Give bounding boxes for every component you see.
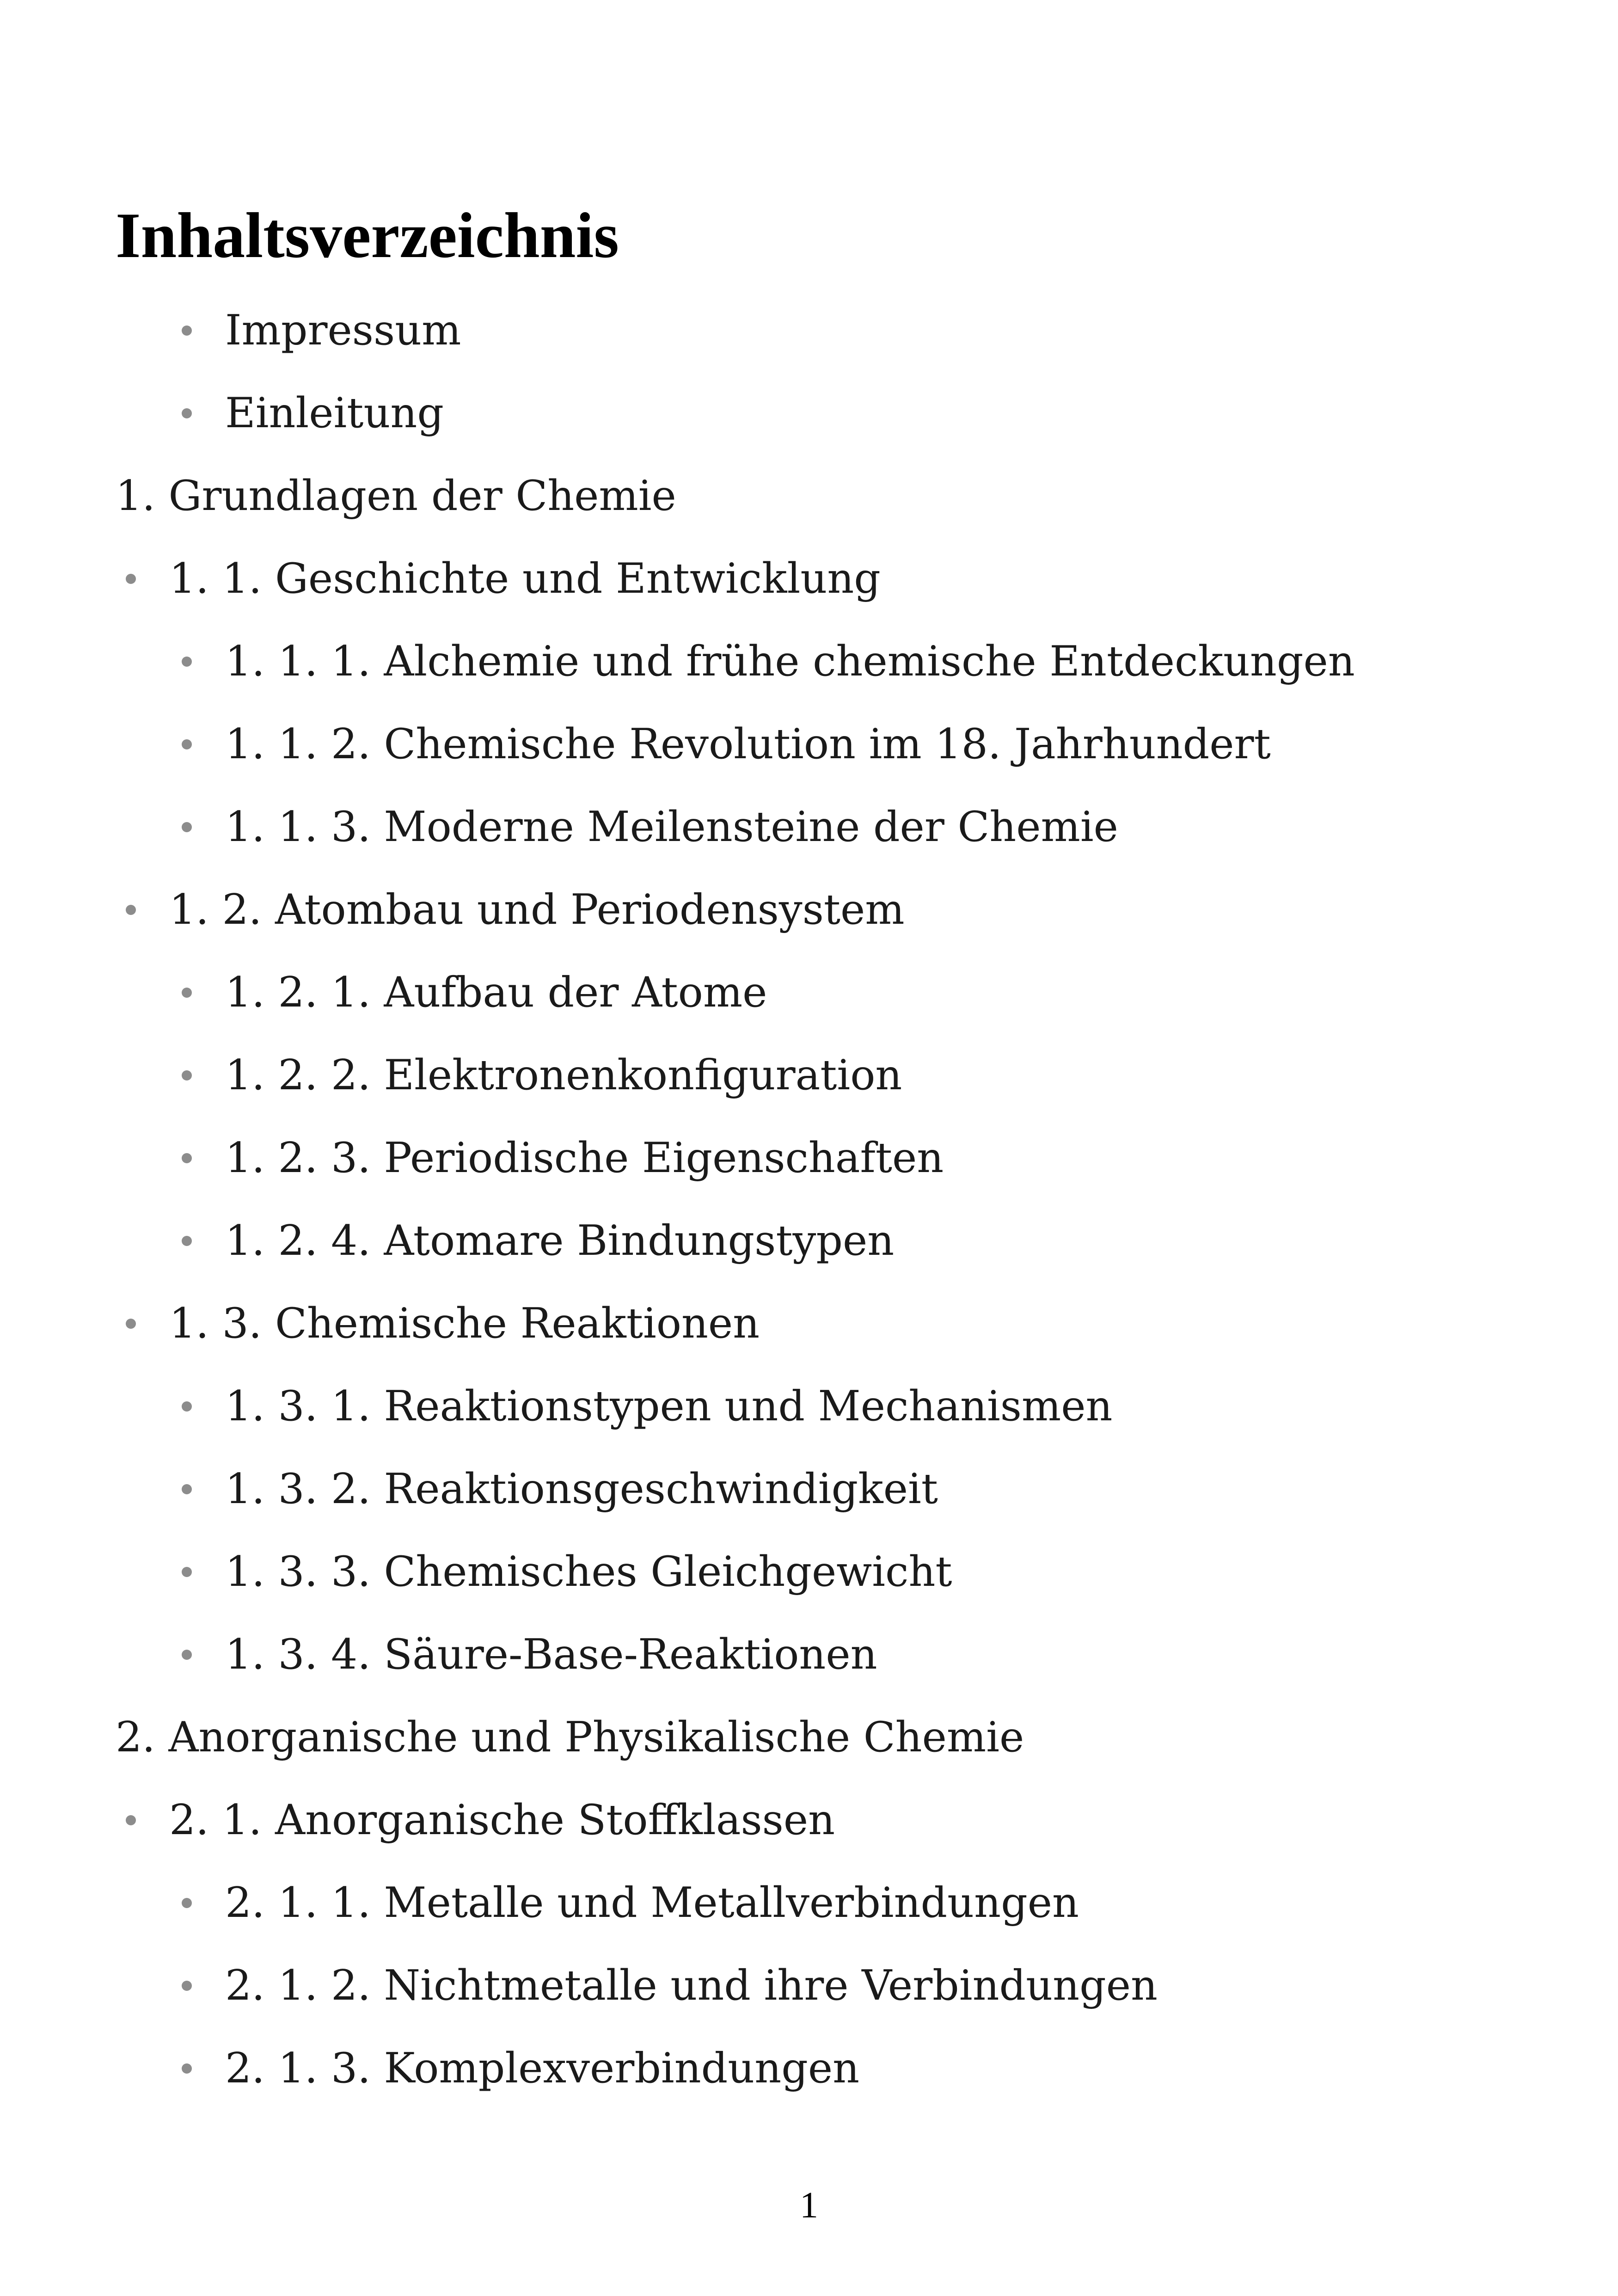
toc-item-label: 1. 2. 3. Periodische Eigenschaften <box>225 1134 944 1182</box>
toc-item-label: Einleitung <box>225 389 444 437</box>
toc-item[interactable] <box>182 965 767 1020</box>
toc-item[interactable] <box>182 634 1355 689</box>
toc-item-label: 1. 3. 4. Säure-Base-Reaktionen <box>225 1630 877 1679</box>
toc-item[interactable] <box>182 303 461 358</box>
bullet-icon <box>182 408 192 418</box>
bullet-icon <box>126 905 136 915</box>
toc-item-label: 2. 1. 3. Komplexverbindungen <box>225 2044 860 2093</box>
toc-item[interactable] <box>182 799 1118 855</box>
toc-item-label: 1. 1. 3. Moderne Meilensteine der Chemie <box>225 803 1118 851</box>
bullet-icon <box>182 1401 192 1412</box>
toc-item[interactable] <box>182 1627 877 1682</box>
toc-item-label: 1. 1. 1. Alchemie und frühe chemische Entdeckungen <box>225 637 1355 686</box>
page-number: 1 <box>800 2185 818 2226</box>
bullet-icon <box>182 657 192 667</box>
toc-item-label: 2. Anorganische und Physikalische Chemie <box>116 1713 1024 1762</box>
bullet-icon <box>182 822 192 832</box>
bullet-icon <box>182 325 192 336</box>
toc-item-label: 1. 3. 1. Reaktionstypen und Mechanismen <box>225 1382 1113 1430</box>
toc-item-label: 1. 2. Atombau und Periodensystem <box>169 885 905 934</box>
toc-item-label: 1. Grundlagen der Chemie <box>116 472 676 520</box>
toc-item[interactable] <box>126 1793 835 1848</box>
bullet-icon <box>126 574 136 584</box>
bullet-icon <box>182 1153 192 1163</box>
bullet-icon <box>126 1815 136 1825</box>
bullet-icon <box>182 988 192 998</box>
bullet-icon <box>182 2063 192 2074</box>
bullet-icon <box>182 1981 192 1991</box>
bullet-icon <box>182 1484 192 1494</box>
toc-chapter[interactable] <box>116 468 676 524</box>
toc-item-label: 1. 3. 2. Reaktionsgeschwindigkeit <box>225 1465 938 1513</box>
toc-item-label: 1. 3. Chemische Reaktionen <box>169 1299 760 1348</box>
toc-item-label: 1. 3. 3. Chemisches Gleichgewicht <box>225 1547 952 1596</box>
toc-item[interactable] <box>182 1958 1158 2014</box>
toc-item-label: 1. 2. 4. Atomare Bindungstypen <box>225 1216 895 1265</box>
bullet-icon <box>182 1650 192 1660</box>
toc-item[interactable] <box>182 1213 894 1269</box>
bullet-icon <box>182 739 192 749</box>
toc-item[interactable] <box>126 1296 760 1351</box>
toc-item[interactable] <box>126 882 905 938</box>
toc-item-label: 1. 1. 2. Chemische Revolution im 18. Jahrhundert <box>225 720 1271 768</box>
toc-item-label: 2. 1. 2. Nichtmetalle und ihre Verbindungen <box>225 1961 1158 2010</box>
toc-item-label: Impressum <box>225 306 461 355</box>
toc-item[interactable] <box>182 1875 1079 1931</box>
toc-item[interactable] <box>182 2041 859 2096</box>
toc-item-label: 1. 1. Geschichte und Entwicklung <box>169 554 881 603</box>
toc-item[interactable] <box>182 1130 944 1186</box>
bullet-icon <box>182 1898 192 1908</box>
toc-item[interactable] <box>182 1048 902 1103</box>
bullet-icon <box>182 1236 192 1246</box>
toc-item[interactable] <box>126 551 881 607</box>
toc-item-label: 1. 2. 1. Aufbau der Atome <box>225 968 767 1017</box>
bullet-icon <box>182 1567 192 1577</box>
toc-item[interactable] <box>182 1544 952 1600</box>
toc-item-label: 2. 1. 1. Metalle und Metallverbindungen <box>225 1879 1079 1927</box>
toc-item-label: 1. 2. 2. Elektronenkonfiguration <box>225 1051 902 1099</box>
toc-item[interactable] <box>182 1379 1113 1434</box>
bullet-icon <box>126 1319 136 1329</box>
toc-item[interactable] <box>182 717 1271 772</box>
toc-chapter[interactable] <box>116 1710 1024 1765</box>
page-title: Inhaltsverzeichnis <box>116 200 619 271</box>
toc-item[interactable] <box>182 386 444 441</box>
toc-item[interactable] <box>182 1461 938 1517</box>
bullet-icon <box>182 1070 192 1080</box>
toc-item-label: 2. 1. Anorganische Stoffklassen <box>169 1796 835 1844</box>
